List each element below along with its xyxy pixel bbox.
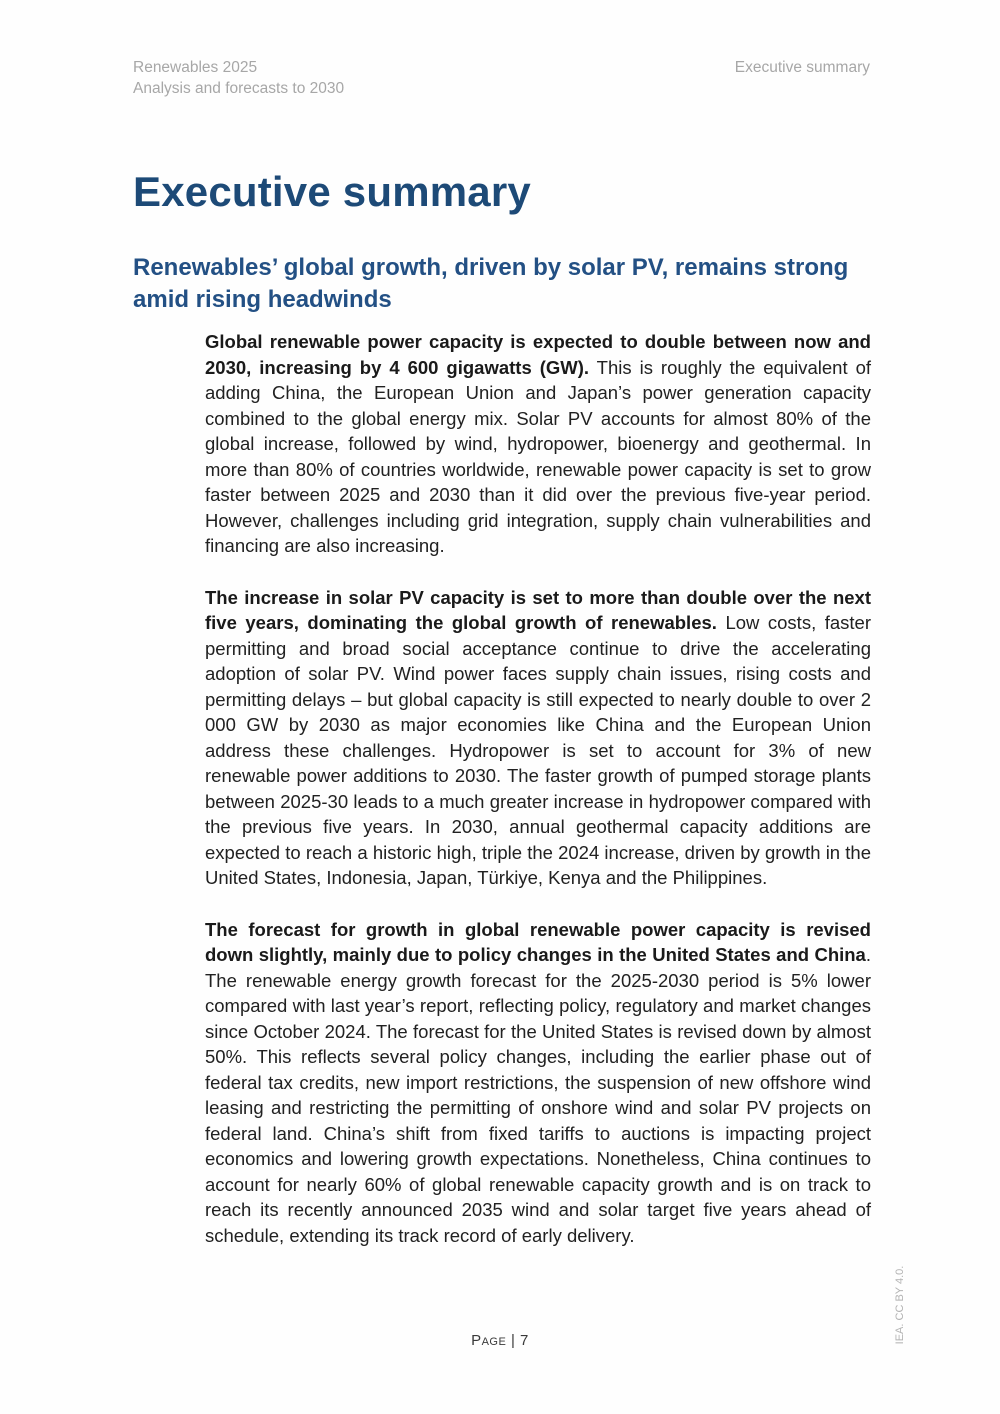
paragraph-1-rest: This is roughly the equivalent of adding China, the European Union and Japan’s power generation capacity combined to the global energy mix. Solar PV accounts for almost 80% of the global increase, followed by wind, hydropower, bioenergy and geothermal. In more than 80% of countries worldwide, renewable power capacity is set to grow faster between 2025 and 2030 than it did over the previous five-year period. However, challenges including grid integration, supply chain vulnerabilities and financing are also increasing. xyxy=(205,356,871,556)
report-subtitle: Analysis and forecasts to 2030 xyxy=(133,80,345,97)
paragraph-3-rest: . The renewable energy growth forecast for the 2025-2030 period is 5% lower compared with last year’s report, reflecting policy, regulatory and market changes since October 2024. The forecast for the United States is revised down by almost 50%. This reflects several policy changes, including the earlier phase out of federal tax credits, new import restrictions, the suspension of new offshore wind leasing and restricting the permitting of onshore wind and solar PV projects on federal land. China’s shift from fixed tariffs to auctions is impacting project economics and lowering growth expectations. Nonetheless, China continues to account for nearly 60% of global renewable capacity growth and is on track to reach its recently announced 2035 wind and solar target five years ahead of schedule, extending its track record of early delivery. xyxy=(205,944,871,1246)
running-section-label: Executive summary xyxy=(734,59,870,76)
report-title: Renewables 2025 xyxy=(133,59,258,76)
page-header xyxy=(133,57,870,99)
report-identifier xyxy=(133,57,344,99)
paragraph-3-lead: The forecast for growth in global renewable power capacity is revised down slightly, mainly due to policy changes in the United States and China xyxy=(205,918,871,965)
page-title: Executive summary xyxy=(133,168,531,215)
body-text xyxy=(205,329,871,1274)
paragraph-2-lead: The increase in solar PV capacity is set to more than double over the next five years, dominating the global growth of renewables. xyxy=(205,586,871,633)
page-number: Page | 7 xyxy=(471,1332,529,1349)
paragraph-2 xyxy=(205,585,871,891)
paragraph-1-lead: Global renewable power capacity is expected to double between now and 2030, increasing by 4 600 gigawatts (GW). xyxy=(205,331,871,378)
paragraph-1 xyxy=(205,329,871,559)
license-attribution: IEA. CC BY 4.0. xyxy=(894,1265,906,1345)
paragraph-2-rest: Low costs, faster permitting and broad social acceptance continue to drive the accelerating adoption of solar PV. Wind power faces supply chain issues, rising costs and permitting delays – but global capacity is still expected to nearly double to over 2 000 GW by 2030 as major economies like China and the European Union address these challenges. Hydropower is set to account for 3% of new renewable power additions to 2030. The faster growth of pumped storage plants between 2025-30 leads to a much greater increase in hydropower compared with the previous five years. In 2030, annual geothermal capacity additions are expected to reach a historic high, triple the 2024 increase, driven by growth in the United States, Indonesia, Japan, Türkiye, Kenya and the Philippines. xyxy=(205,612,871,888)
paragraph-3 xyxy=(205,917,871,1249)
section-heading: Renewables’ global growth, driven by solar PV, remains strong amid rising headwinds xyxy=(133,254,849,313)
